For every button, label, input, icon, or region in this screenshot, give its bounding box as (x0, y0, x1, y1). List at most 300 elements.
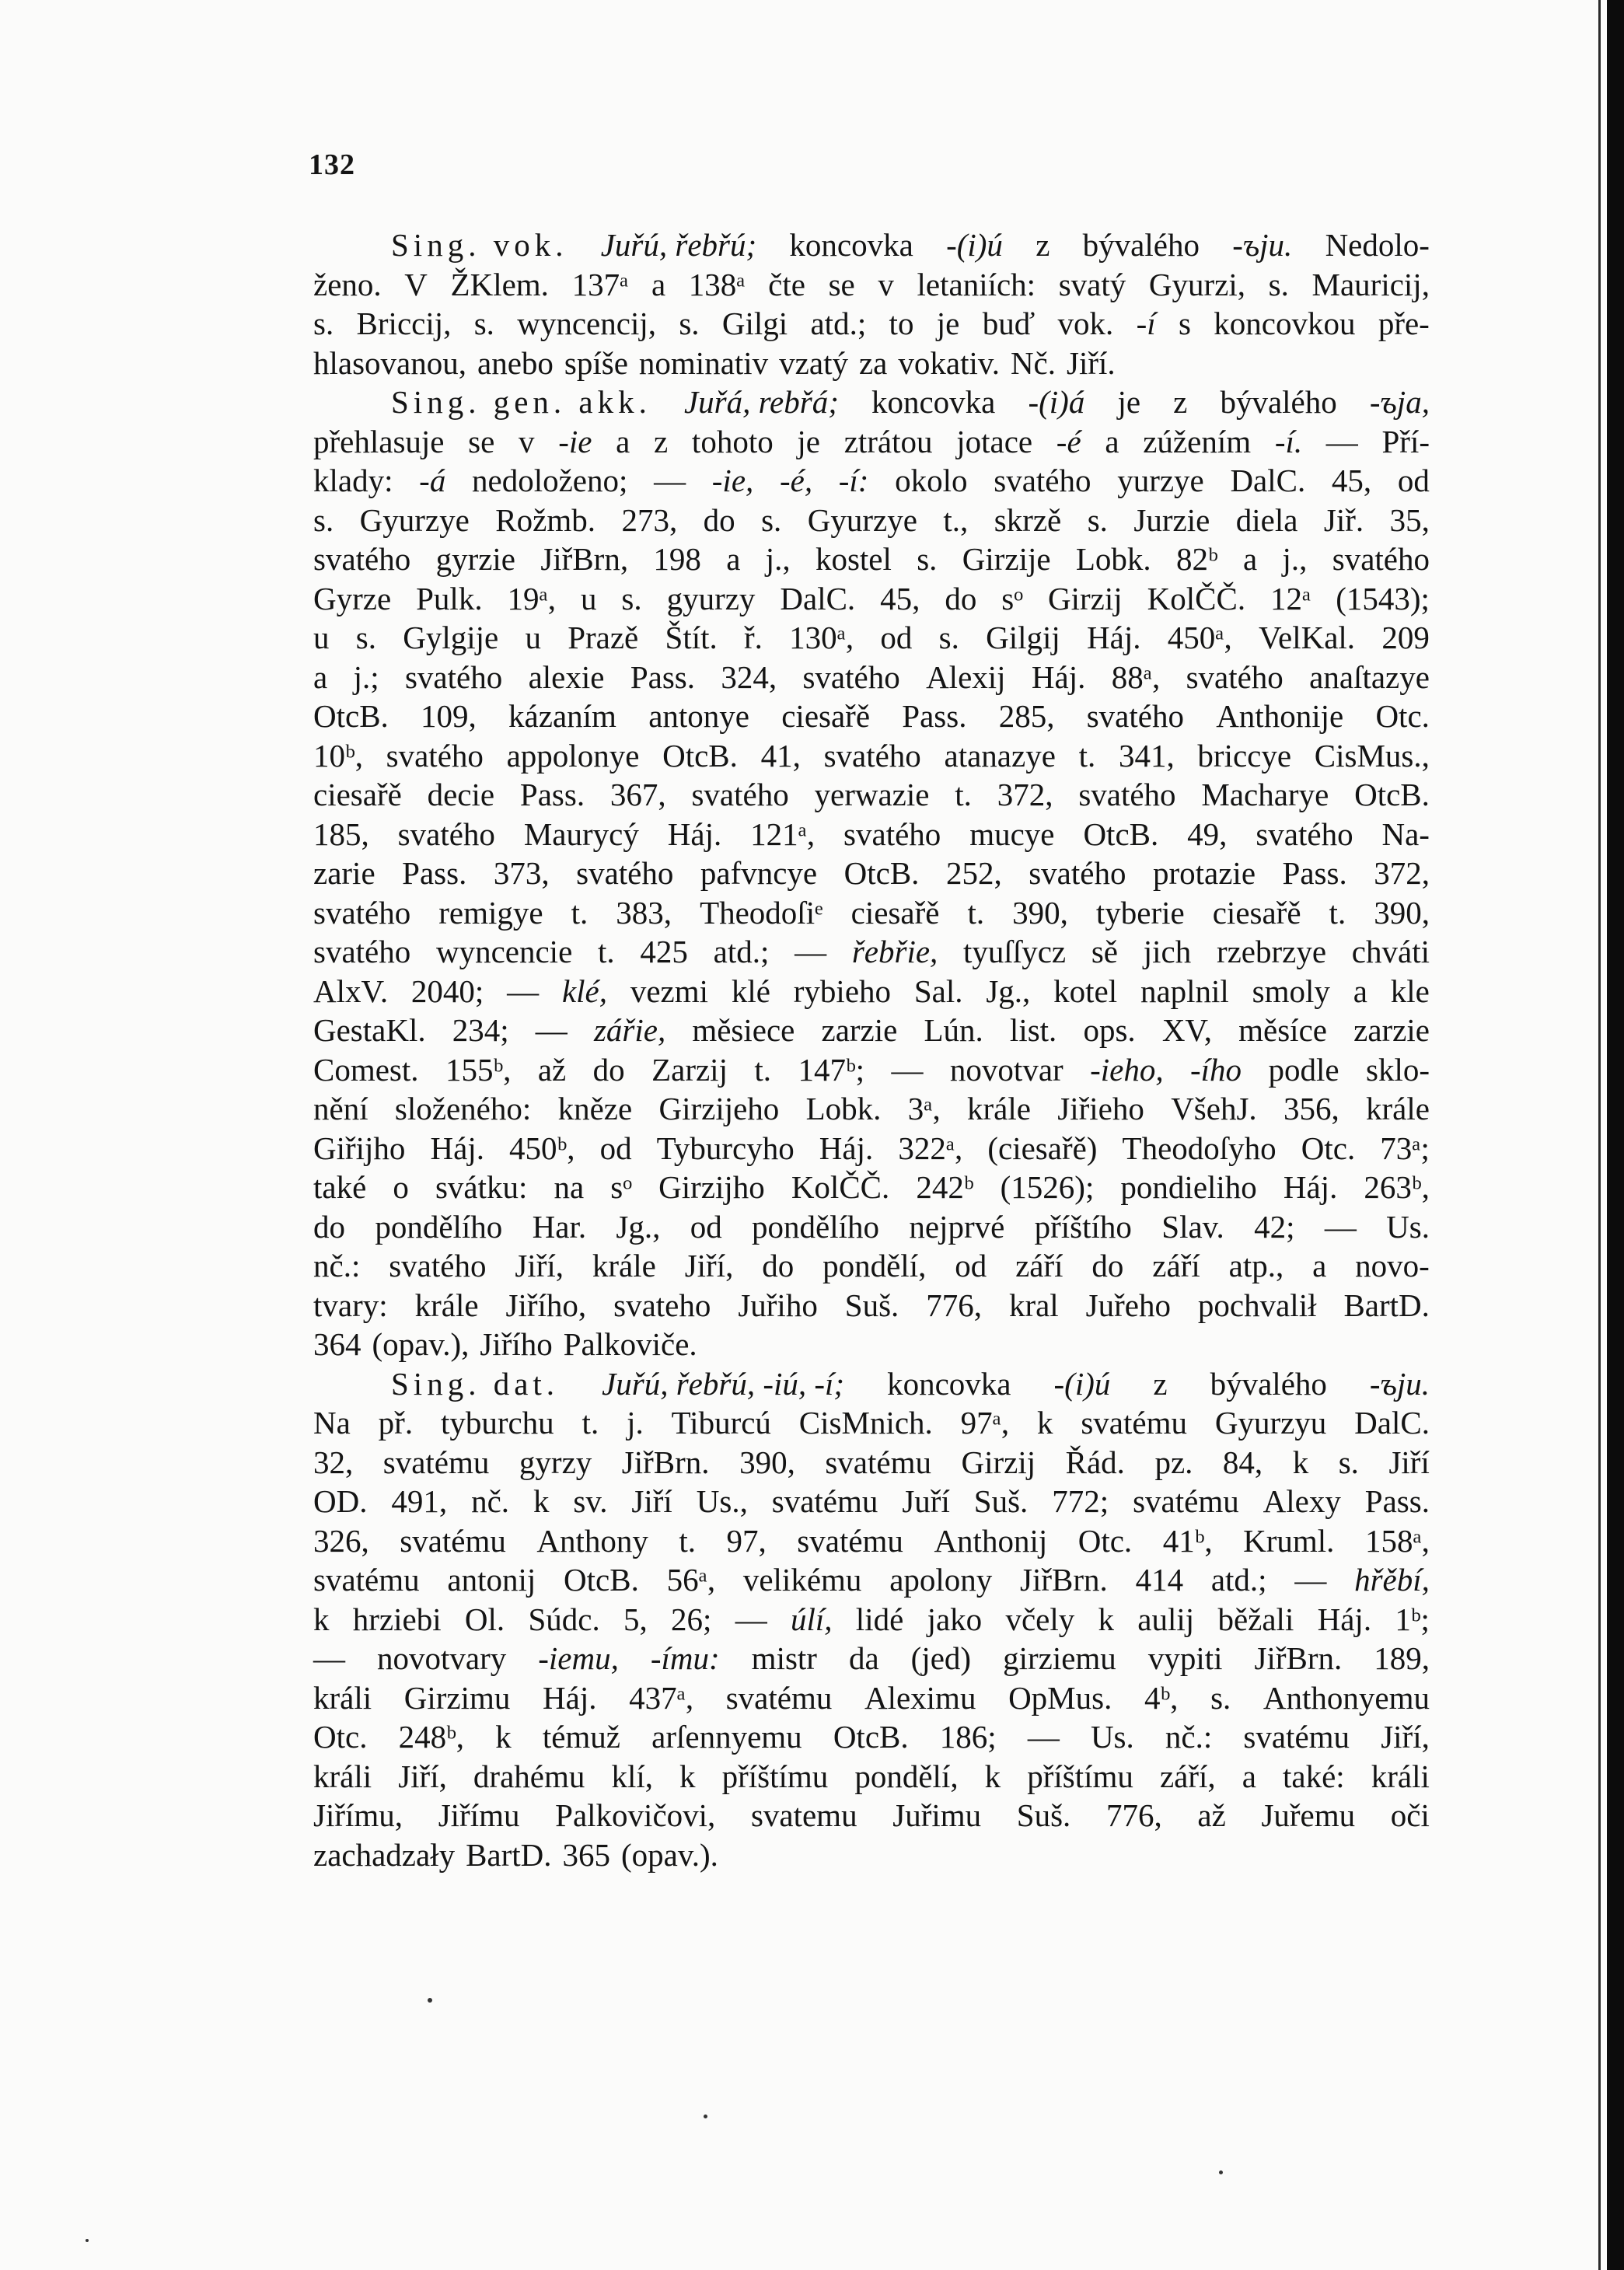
word: wyncencie (435, 934, 573, 969)
word: 437ᵃ, (629, 1679, 694, 1716)
word: Us. (1386, 1208, 1430, 1245)
text-line (313, 1717, 1430, 1757)
word: 372, (997, 777, 1053, 812)
word: Anthonije (1216, 698, 1344, 734)
word: svatého (1086, 698, 1184, 734)
word: Pass. (902, 698, 967, 734)
word: apolony (889, 1562, 993, 1598)
word: pondělí, (822, 1248, 927, 1283)
word: 356, (1283, 1091, 1339, 1126)
word: za (858, 344, 888, 381)
word: da (848, 1640, 879, 1676)
word: ztrátou (843, 423, 933, 459)
word: 324, (721, 658, 777, 695)
word: 491, (391, 1483, 448, 1519)
word: Giřijho (313, 1130, 406, 1166)
word: 35, (1389, 501, 1430, 538)
word: Comest. (313, 1051, 419, 1088)
word: svatý (1058, 266, 1126, 302)
word: hlasovanou, (313, 344, 466, 381)
word: Gyurzye (807, 501, 917, 538)
word: Nedolo- (1325, 227, 1430, 263)
word: t., (943, 501, 969, 538)
word: 82ᵇ (1175, 541, 1218, 577)
word: Jiřímu (438, 1797, 520, 1833)
word: 130ᵃ, (789, 620, 854, 655)
word: OtcB. (313, 698, 389, 734)
text-line (313, 1560, 1430, 1600)
word: — (535, 1012, 568, 1048)
word: svatého (994, 463, 1091, 498)
word: krále (967, 1091, 1031, 1126)
word: Na- (1381, 815, 1430, 852)
word: svatého (397, 815, 495, 852)
word: 121ᵃ, (750, 815, 815, 852)
word: kle (1390, 973, 1430, 1009)
word: VšehJ. (1171, 1091, 1257, 1126)
word: čte (768, 266, 805, 302)
word: Rožmb. (495, 501, 595, 538)
word: Pass. (402, 855, 467, 891)
word: kral (1008, 1287, 1059, 1323)
word: svatého (313, 894, 411, 931)
word: zarie (313, 855, 375, 891)
word: novotvar (949, 1051, 1063, 1088)
word: GestaKl. (313, 1012, 426, 1048)
word: 285, (998, 698, 1055, 734)
word: — (1027, 1719, 1060, 1755)
word: Girzije (962, 541, 1051, 577)
word: 45, (880, 580, 920, 616)
word: zachadzały (313, 1836, 456, 1873)
word: Na (313, 1405, 351, 1441)
text-line (313, 1168, 1430, 1207)
word: DalC. (1354, 1405, 1430, 1441)
word: -ъju. (1369, 1365, 1430, 1402)
text-line (313, 658, 1430, 697)
word: 242ᵇ (916, 1169, 974, 1205)
word: k (495, 1719, 512, 1755)
word: 109, (421, 698, 477, 734)
word: — (1325, 423, 1358, 459)
word: příštímu (1027, 1758, 1133, 1794)
word: Juří (902, 1483, 950, 1519)
word: z (654, 423, 669, 459)
word: k (533, 1483, 550, 1519)
text-line (313, 422, 1430, 462)
word: svatého (843, 815, 941, 852)
word: tyburchu (440, 1405, 554, 1441)
word: u (313, 620, 330, 655)
word: — (507, 973, 540, 1009)
word: Háj. (1317, 1601, 1372, 1637)
word: Otc. (313, 1719, 368, 1755)
word: remigye (438, 894, 543, 931)
word: do (703, 501, 735, 538)
word: rzebrzye (1216, 934, 1327, 969)
word: to (889, 306, 914, 341)
word: o (393, 1169, 409, 1205)
word: od (955, 1248, 987, 1283)
word: svateho (613, 1287, 711, 1323)
word: Jiří, (684, 1248, 734, 1283)
word: a (616, 423, 630, 459)
text-line (313, 932, 1430, 972)
word: OtcB. (662, 737, 738, 774)
word: Jiří, (515, 1248, 564, 1283)
word: září (1015, 1248, 1063, 1283)
word: JiřBrn. (1020, 1562, 1108, 1598)
word: Háj. (667, 815, 722, 852)
word: -í. (1274, 423, 1303, 459)
word: 383, (616, 894, 672, 931)
word: řebřie, (851, 934, 938, 969)
word: Háj. (543, 1679, 597, 1716)
word: je (1117, 384, 1141, 420)
text-line (313, 1678, 1430, 1718)
word: — (313, 1640, 345, 1676)
page-number: 132 (309, 148, 355, 181)
word: wyncencij, (517, 306, 656, 341)
word: — (1294, 1562, 1327, 1598)
word: Gilgi (721, 306, 788, 341)
word: 3ᵃ, (907, 1091, 941, 1126)
word: 10ᵇ, (313, 737, 363, 774)
word: nč.: (1165, 1719, 1213, 1755)
word: vokativ. (898, 344, 1000, 381)
word: a (651, 266, 666, 302)
word: do (1091, 1248, 1124, 1283)
word: j., (1282, 541, 1308, 577)
word: gyrzie (435, 541, 516, 577)
word: Anthony (536, 1522, 648, 1559)
word: a (1353, 973, 1367, 1009)
word: 322ᵃ, (898, 1130, 963, 1166)
word: vezmi (630, 973, 709, 1009)
word: Tyburcyho (656, 1130, 795, 1166)
word: podle (1268, 1051, 1339, 1088)
text-line (313, 815, 1430, 854)
word: 390, (739, 1444, 795, 1480)
word: kotel (1053, 973, 1118, 1009)
word: 248ᵇ, (398, 1719, 465, 1755)
word: svatému (382, 1444, 490, 1480)
word: Lobk. (1075, 541, 1151, 577)
word: 41, (760, 737, 801, 774)
word: od (599, 1130, 632, 1166)
text-line (313, 382, 1430, 422)
text-line (313, 1443, 1430, 1482)
word: svatému (1133, 1483, 1239, 1519)
word: Nč. (1010, 344, 1056, 381)
word: zúžením (1143, 423, 1252, 459)
word: pafvncye (700, 855, 818, 891)
word: Sing. dat. (391, 1365, 560, 1402)
word: složeného: (394, 1091, 532, 1126)
word: -ъja, (1369, 384, 1430, 420)
word: -ího (1190, 1051, 1242, 1088)
word: s. (313, 501, 334, 538)
word: tyuſſycz (963, 934, 1067, 969)
word: skrzě (994, 501, 1062, 538)
word: Girzijho (658, 1169, 765, 1205)
word: 158ᵃ, (1364, 1522, 1430, 1559)
text-line (313, 1089, 1430, 1129)
word: OpMus. (1008, 1679, 1112, 1716)
text-line (313, 1757, 1430, 1797)
word: s. (1087, 501, 1108, 538)
word: velikému (742, 1562, 862, 1598)
word: Štít. (665, 620, 718, 655)
word: 147ᵇ; (798, 1051, 865, 1088)
word: CisMus., (1314, 737, 1430, 774)
word: Pass. (630, 658, 695, 695)
word: Jiř. (1323, 501, 1364, 538)
word: až (1197, 1797, 1226, 1833)
word: přehlasuje (313, 423, 445, 459)
word: bývalého (1082, 227, 1200, 263)
word: VelKal. (1258, 620, 1356, 655)
word: t. (1329, 894, 1346, 931)
word: Gyurzye (359, 501, 470, 538)
word: svatého (404, 658, 503, 695)
word: (opav.), (372, 1326, 470, 1362)
word: Aleximu (864, 1679, 976, 1716)
word: Jiřímu, (313, 1797, 403, 1833)
word: Palkoviče. (563, 1326, 697, 1362)
word: 365 (562, 1836, 611, 1873)
word: -ímu: (650, 1640, 720, 1676)
word: Sing. vok. (391, 227, 568, 263)
word: t. (679, 1522, 697, 1559)
word: Prazě (568, 620, 639, 655)
text-line (313, 225, 1430, 265)
word: je (797, 423, 820, 459)
text-line (313, 1482, 1430, 1521)
word: 198 (653, 541, 701, 577)
word: Pulk. (416, 580, 483, 616)
word: appolonye (506, 737, 640, 774)
word: 372, (1374, 855, 1430, 891)
word: -ie (558, 423, 592, 459)
word: kázaním (508, 698, 616, 734)
word: 390, (1374, 894, 1430, 931)
word: (1526); (1000, 1169, 1095, 1205)
word: 450ᵇ, (509, 1130, 575, 1166)
word: 186; (939, 1719, 997, 1755)
word: 450ᵃ, (1167, 620, 1232, 655)
word: do (762, 1248, 795, 1283)
word: yerwazie (814, 777, 930, 812)
word: ř. (744, 620, 763, 655)
word: Jiří (1388, 1444, 1430, 1480)
word: Jiří, (1381, 1719, 1430, 1755)
word: od (690, 1208, 722, 1245)
word: Juřiho (738, 1287, 818, 1323)
word: -ъju. (1232, 227, 1293, 263)
word: j.; (353, 658, 379, 695)
word: 772; (1052, 1483, 1109, 1519)
word: a (1243, 541, 1258, 577)
word: Juřemu (1261, 1797, 1356, 1833)
word: Macharye (1201, 777, 1329, 812)
word: s. (621, 580, 642, 616)
word: pz. (1154, 1444, 1193, 1480)
word: ŽKlem. (450, 266, 549, 302)
word: pondieliho (1120, 1169, 1257, 1205)
word: svatému (313, 1562, 420, 1598)
text-line (313, 1129, 1430, 1168)
word: t. (1078, 737, 1096, 774)
word: svatého (691, 777, 789, 812)
word: KolČČ. (1147, 580, 1246, 616)
word: svatého (1078, 777, 1176, 812)
word: — (795, 934, 827, 969)
word: Maurycý (523, 815, 639, 852)
text-line (313, 1286, 1430, 1325)
word: lidé (855, 1601, 904, 1637)
word: gyurzy (666, 580, 756, 616)
word: Háj. (430, 1130, 484, 1166)
word: k (1036, 1405, 1053, 1441)
word: v (519, 423, 535, 459)
word: na (554, 1169, 585, 1205)
word: září (1152, 1248, 1200, 1283)
word: 56ᵃ, (666, 1562, 716, 1598)
word: atd.; (713, 934, 770, 969)
word: klé (731, 973, 770, 1009)
word: 26; (671, 1601, 712, 1637)
word: 367, (609, 777, 666, 812)
text-line (313, 1011, 1430, 1050)
word: s. (679, 306, 700, 341)
word: t. (754, 1051, 772, 1088)
word: Juřá, rebřá; (683, 384, 839, 420)
word: pondělího (375, 1208, 503, 1245)
word: Ol. (464, 1601, 505, 1637)
body-text (313, 225, 1430, 1874)
word: Slav. (1161, 1208, 1224, 1245)
word: -á (419, 463, 446, 498)
text-line (313, 972, 1430, 1011)
word: svatého (1029, 855, 1126, 891)
word: Jiří (631, 1483, 672, 1519)
scan-speck (428, 1998, 432, 2003)
word: krále (414, 1287, 479, 1323)
word: Jiřího (480, 1326, 553, 1362)
word: ženo. (313, 266, 382, 302)
word: Jiřieho (1057, 1091, 1144, 1126)
word: protazie (1152, 855, 1256, 891)
word: Jg., (616, 1208, 661, 1245)
word: v (878, 266, 894, 302)
text-line (313, 1796, 1430, 1835)
word: -(i)á (1028, 384, 1085, 420)
word: oči (1390, 1797, 1430, 1833)
word: do (945, 580, 977, 616)
word: od (1397, 463, 1430, 498)
word: sᵒ (1001, 580, 1024, 616)
word: klé, (561, 973, 608, 1009)
word: a (726, 541, 741, 577)
word: -iemu, (538, 1640, 619, 1676)
word: nejprvé (909, 1208, 1005, 1245)
word: ciesařě (850, 894, 940, 931)
word: 88ᵃ, (1111, 658, 1161, 695)
word: (1543); (1336, 580, 1430, 616)
word: k (1292, 1444, 1309, 1480)
word: Theodoſiᵉ (700, 894, 823, 931)
word: Jiří. (1067, 344, 1116, 381)
word: 373, (493, 855, 550, 891)
word: koncovkou (1214, 306, 1356, 341)
word: 364 (313, 1326, 361, 1362)
word: svatého (1332, 541, 1430, 577)
text-line (313, 501, 1430, 540)
text-line (313, 579, 1430, 619)
word: je (936, 306, 960, 341)
word: 97ᵃ, (960, 1405, 1010, 1441)
word: CisMnich. (798, 1405, 933, 1441)
word: yurzye (1117, 463, 1204, 498)
word: Suš. (973, 1483, 1029, 1519)
word: také: (1283, 1758, 1345, 1794)
word: od (880, 620, 913, 655)
word: 252, (945, 855, 1002, 891)
word: 234; (452, 1012, 509, 1048)
text-line (313, 1207, 1430, 1247)
word: svatému (400, 1522, 506, 1559)
word: a (1242, 1758, 1256, 1794)
word: 12ᵃ (1270, 580, 1311, 616)
word: briccye (1197, 737, 1292, 774)
text-line (313, 1246, 1430, 1286)
word: Pří- (1381, 423, 1430, 459)
word: pondělího (752, 1208, 880, 1245)
word: novotvary (377, 1640, 507, 1676)
word: naplnil (1140, 973, 1229, 1009)
word: 73ᵃ; (1380, 1130, 1430, 1166)
word: nění (313, 1091, 368, 1126)
word: XV, (1161, 1012, 1212, 1048)
word: 84, (1222, 1444, 1263, 1480)
text-line (313, 775, 1430, 815)
word: rybieho (793, 973, 892, 1009)
word: aulij (1137, 1601, 1195, 1637)
word: (jed) (910, 1640, 972, 1676)
word: decie (427, 777, 495, 812)
word: Juřimu (892, 1797, 982, 1833)
word: -í (1136, 306, 1156, 341)
word: pondělí, (854, 1758, 959, 1794)
scan-speck (86, 2239, 89, 2242)
word: 4ᵇ, (1144, 1679, 1179, 1716)
word: 19ᵃ, (507, 580, 556, 616)
word: DalC. (1230, 463, 1306, 498)
word: t. (955, 777, 972, 812)
word: Háj. (1283, 1169, 1338, 1205)
word: tvary: (313, 1287, 388, 1323)
word: až (537, 1051, 567, 1088)
word: měsiece (692, 1012, 795, 1048)
word: Mauricij, (1311, 266, 1430, 302)
word: svatého (576, 855, 674, 891)
word: svatého (313, 934, 411, 969)
word: králi (313, 1679, 372, 1716)
word: Gyrze (313, 580, 392, 616)
word: alexie (528, 658, 605, 695)
word: JiřBrn. (1254, 1640, 1343, 1676)
